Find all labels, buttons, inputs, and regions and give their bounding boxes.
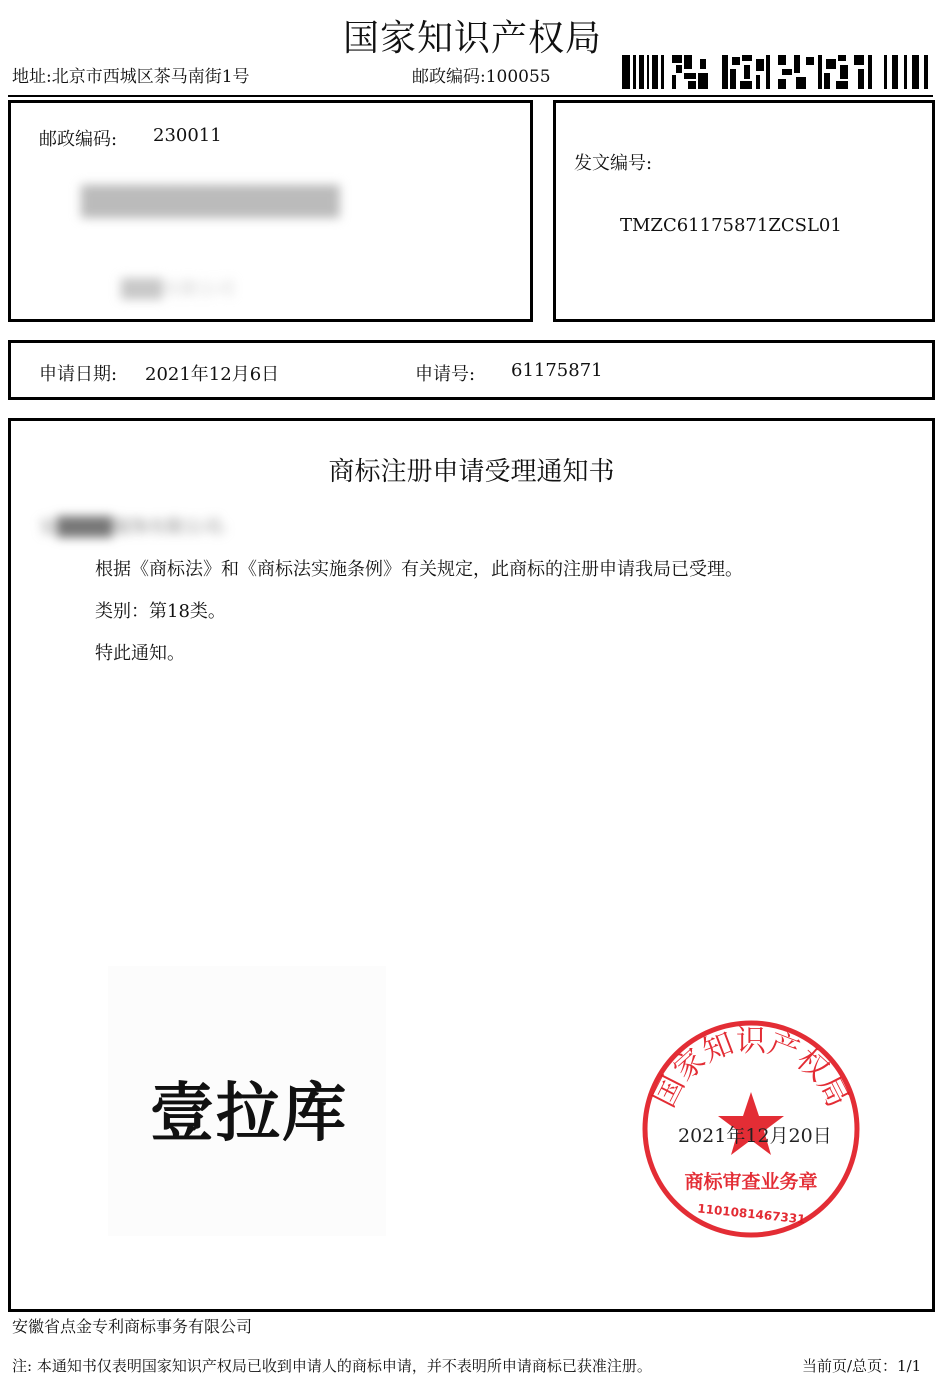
document-header-title: 国家知识产权局	[342, 18, 602, 59]
application-number-value: 61175871	[511, 360, 603, 381]
recipient-box	[8, 100, 533, 322]
application-date-value: 2021年12月6日	[145, 364, 280, 385]
seal-top-text: 国家知识产权局	[647, 1024, 855, 1114]
document-reference-box	[553, 100, 935, 322]
seal-code-text: 1101081467331	[696, 1201, 807, 1227]
header-divider	[8, 95, 933, 97]
issue-date: 2021年12月20日	[678, 1125, 832, 1147]
application-date-label: 申请日期:	[39, 364, 118, 385]
footer-note: 注: 本通知书仅表明国家知识产权局已收到申请人的商标申请，并不表明所申请商标已获准注册。	[12, 1357, 652, 1375]
barcode-image	[622, 55, 932, 89]
notice-paragraph-3: 特此通知。	[95, 643, 185, 664]
recipient-postcode-value: 230011	[153, 125, 222, 146]
office-address: 地址:北京市西城区茶马南街1号	[12, 67, 250, 87]
page-indicator: 当前页/总页：1/1	[802, 1357, 922, 1375]
seal-bottom-text: 商标审查业务章	[684, 1171, 818, 1193]
recipient-company-redacted: ███有限公司	[121, 279, 235, 300]
recipient-address-redacted: ████████████	[81, 185, 340, 218]
agent-name: 安徽省点金专利商标事务有限公司	[12, 1317, 253, 1336]
notice-addressee-redacted: 安████服饰有限公司:	[39, 517, 227, 538]
notice-paragraph-1: 根据《商标法》和《商标法实施条例》有关规定，此商标的注册申请我局已受理。	[95, 559, 743, 580]
document-reference-value: TMZC61175871ZCSL01	[620, 215, 842, 236]
office-postcode: 邮政编码:100055	[412, 67, 551, 87]
document-reference-label: 发文编号:	[574, 153, 653, 174]
notice-title: 商标注册申请受理通知书	[328, 457, 615, 487]
recipient-postcode-label: 邮政编码:	[39, 129, 118, 150]
trademark-text: 壹拉库	[150, 1077, 348, 1151]
application-info-box	[8, 340, 935, 400]
application-number-label: 申请号:	[415, 364, 476, 385]
notice-paragraph-2: 类别：第18类。	[95, 601, 226, 622]
